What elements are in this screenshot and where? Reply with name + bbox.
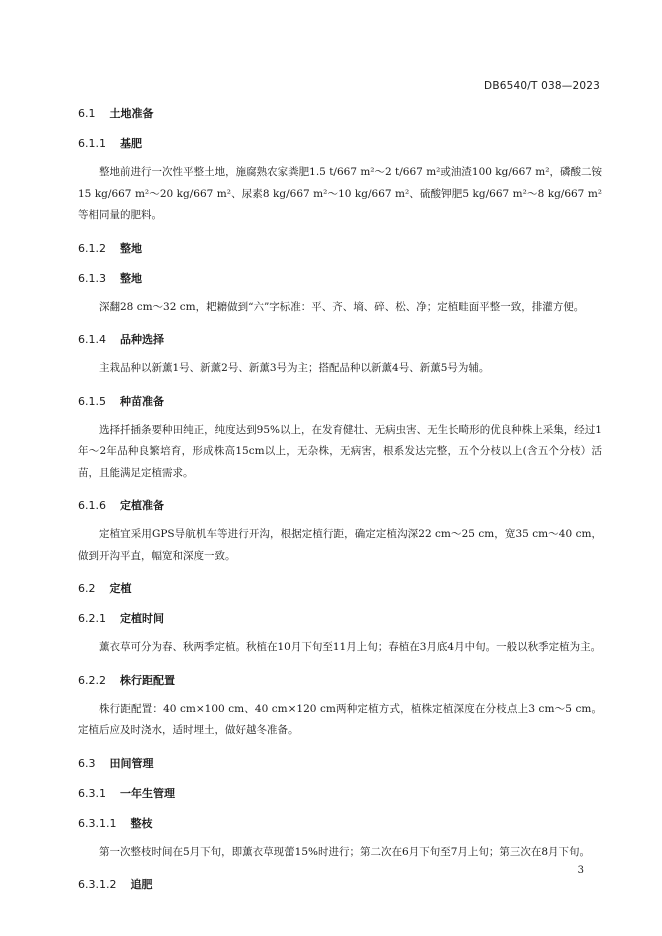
section-heading	[78, 786, 602, 802]
section-number: 6.3.1.1	[78, 816, 117, 830]
section-title: 整地	[120, 241, 142, 255]
paragraph: 株行距配置：40 cm×100 cm、40 cm×120 cm两种定植方式，植株定植深度在分枝点上3 cm～5 cm。定植后应及时浇水，适时埋土，做好越冬准备。	[78, 702, 602, 736]
section-number: 6.3.1	[78, 786, 106, 800]
section-title: 整地	[120, 271, 142, 285]
section-title: 追肥	[130, 878, 153, 891]
section-heading	[78, 877, 602, 893]
section-number: 6.1.4	[78, 333, 106, 346]
section-heading	[78, 581, 602, 597]
section-number: 6.1.5	[78, 394, 106, 408]
section-title: 整枝	[130, 816, 153, 830]
page-number: 3	[577, 865, 584, 876]
section-heading	[78, 241, 602, 257]
section-number: 6.3.1.2	[78, 878, 117, 891]
section-title: 定植	[109, 582, 132, 595]
section-title: 土地准备	[109, 107, 154, 120]
section-number: 6.3	[78, 756, 96, 770]
section-heading	[78, 394, 602, 410]
paragraph: 深翻28 cm～32 cm，耙耱做到“六”字标准：平、齐、墒、碎、松、净；定植畦面平整一致，排灌方便。	[99, 300, 585, 313]
paragraph: 第一次整枝时间在5月下旬，即薰衣草现蕾15%时进行；第二次在6月下旬至7月上旬；第三次在8月下旬。	[99, 845, 591, 858]
section-title: 基肥	[120, 137, 142, 150]
section-heading	[78, 611, 602, 627]
section-heading	[78, 271, 602, 287]
paragraph: 整地前进行一次性平整土地，施腐熟农家粪肥1.5 t/667 m²～2 t/667 m²或油渣100 kg/667 m²，磷酸二铵15 kg/667 m²～20 kg/667 m²、尿素8 kg/667 m²～10 kg/667 m²、硫酸钾肥5 kg/667 m²～8 kg/667 m²等相同量的肥料。	[78, 166, 602, 221]
document-code: DB6540/T 038—2023	[484, 80, 600, 92]
section-number: 6.2.2	[78, 673, 106, 687]
section-heading	[78, 136, 602, 152]
section-title: 种苗准备	[120, 394, 164, 408]
paragraph: 选择扦插条要种田纯正，纯度达到95%以上，在发育健壮、无病虫害、无生长畸形的优良种株上采集，经过1年～2年品种良繁培育，形成株高15cm以上，无杂株，无病害，根系发达完整，五个分枝以上(含五个分枝）活苗，且能满足定植需求。	[78, 423, 602, 479]
section-number: 6.1.1	[78, 137, 106, 150]
section-heading	[78, 106, 602, 122]
section-number: 6.1.2	[78, 241, 106, 255]
section-heading	[78, 756, 602, 772]
section-number: 6.2	[78, 582, 96, 595]
section-title: 田间管理	[109, 756, 154, 770]
section-number: 6.2.1	[78, 612, 106, 625]
section-title: 定植准备	[120, 499, 164, 512]
section-number: 6.1.6	[78, 499, 106, 512]
section-heading	[78, 332, 602, 348]
paragraph: 主栽品种以新薰1号、新薰2号、新薰3号为主；搭配品种以新薰4号、新薰5号为辅。	[99, 362, 490, 374]
paragraph: 薰衣草可分为春、秋两季定植。秋植在10月下旬至11月上旬；春植在3月底4月中旬。一般以秋季定植为主。	[99, 641, 602, 653]
section-title: 一年生管理	[120, 786, 175, 800]
section-heading	[78, 673, 602, 689]
section-number: 6.1	[78, 107, 96, 120]
document-body	[78, 106, 602, 907]
section-title: 株行距配置	[120, 673, 175, 687]
section-heading	[78, 816, 602, 832]
section-heading	[78, 498, 602, 514]
paragraph: 定植宜采用GPS导航机车等进行开沟，根据定植行距，确定定植沟深22 cm～25 cm，宽35 cm～40 cm，做到开沟平直，幅宽和深度一致。	[78, 528, 602, 562]
section-title: 品种选择	[120, 333, 164, 346]
section-number: 6.1.3	[78, 271, 106, 285]
section-title: 定植时间	[120, 612, 164, 625]
